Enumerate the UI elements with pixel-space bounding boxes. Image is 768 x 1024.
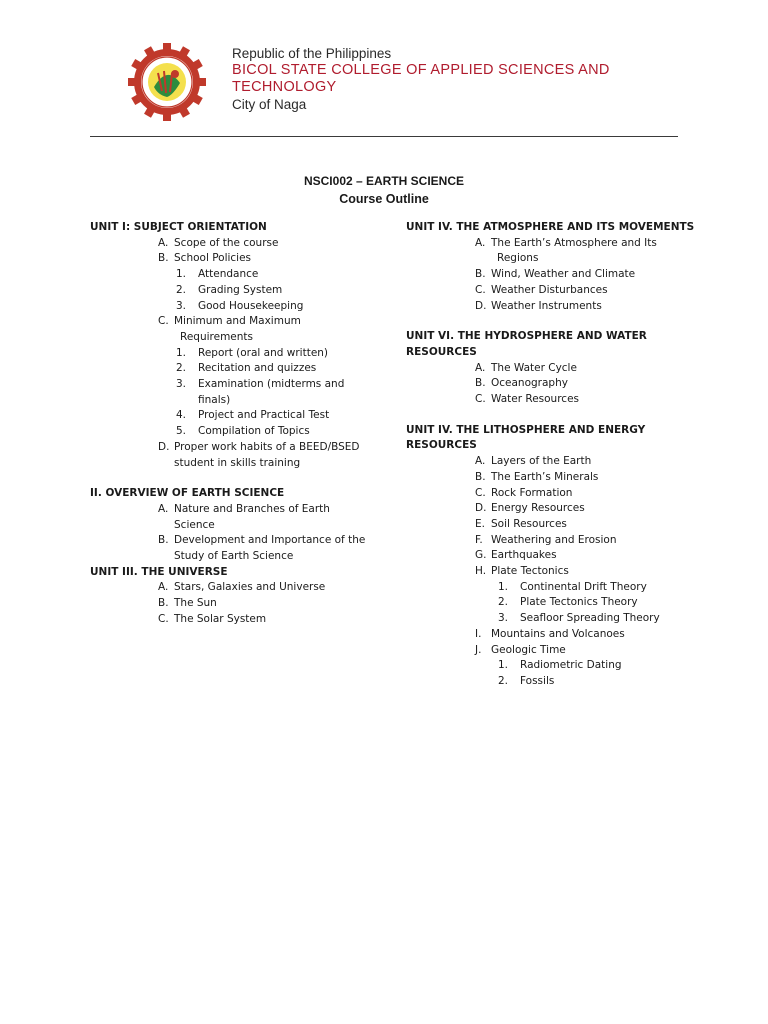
- list-item: [406, 564, 696, 580]
- list-item-text: finals): [198, 393, 231, 406]
- list-item-text: Minimum and Maximum: [174, 315, 301, 328]
- header-divider: [90, 136, 678, 137]
- list-item-text: The Earth’s Minerals: [491, 470, 599, 483]
- list-marker: C.: [475, 393, 486, 406]
- list-item-text: student in skills training: [174, 456, 301, 469]
- college-name: [232, 62, 652, 96]
- list-item-text: Seafloor Spreading Theory: [520, 612, 660, 625]
- list-item-text: Earthquakes: [491, 549, 557, 562]
- list-marker: I.: [475, 627, 482, 640]
- list-item-text: Weathering and Erosion: [491, 533, 617, 546]
- list-marker: 2.: [176, 283, 187, 296]
- list-item: [90, 440, 380, 471]
- list-item-text: Wind, Weather and Climate: [491, 268, 636, 281]
- list-item-text: Study of Earth Science: [174, 550, 294, 563]
- course-outline-subtitle: Course Outline: [339, 192, 429, 206]
- college-name-line1: BICOL STATE COLLEGE OF APPLIED SCIENCES AND: [232, 62, 610, 78]
- list-marker: A.: [475, 455, 486, 468]
- list-item: [90, 580, 380, 596]
- list-item: [90, 612, 380, 628]
- list-marker: A.: [158, 502, 169, 515]
- list-item-text: Continental Drift Theory: [520, 580, 647, 593]
- list-item-text: Regions: [497, 252, 539, 265]
- list-item-text: Science: [174, 518, 215, 531]
- list-item: [90, 533, 380, 564]
- list-marker: C.: [475, 283, 486, 296]
- list-item-text: Good Housekeeping: [198, 299, 304, 312]
- list-item: [90, 408, 380, 424]
- list-marker: 1.: [498, 659, 509, 672]
- list-item-text: Proper work habits of a BEED/BSED: [174, 440, 360, 453]
- list-item: [406, 361, 696, 377]
- list-item-text: The Earth’s Atmosphere and Its: [491, 236, 657, 249]
- list-item: [90, 346, 380, 362]
- list-item: [406, 376, 696, 392]
- list-marker: H.: [475, 565, 487, 578]
- list-item: [90, 424, 380, 440]
- list-item-text: Geologic Time: [491, 643, 566, 656]
- list-item: [406, 580, 696, 596]
- list-item: [90, 314, 380, 345]
- unit-heading: II. OVERVIEW OF EARTH SCIENCE: [90, 487, 285, 500]
- list-marker: B.: [158, 252, 169, 265]
- list-item-text: Compilation of Topics: [198, 425, 310, 438]
- list-item-text: Plate Tectonics: [491, 565, 569, 578]
- list-item-text: Project and Practical Test: [198, 409, 330, 422]
- list-item: [406, 548, 696, 564]
- list-item-text: Mountains and Volcanoes: [491, 627, 625, 640]
- list-marker: B.: [475, 268, 486, 281]
- list-marker: 1.: [176, 268, 187, 281]
- list-item-text: Water Resources: [491, 393, 579, 406]
- list-item: [406, 236, 696, 267]
- list-item: [406, 392, 696, 408]
- list-item-text: Report (oral and written): [198, 346, 329, 359]
- list-item-text: Nature and Branches of Earth: [174, 502, 330, 515]
- list-item: [90, 299, 380, 315]
- list-marker: C.: [158, 315, 169, 328]
- list-item: [406, 470, 696, 486]
- list-item-text: Oceanography: [491, 377, 568, 390]
- list-marker: D.: [475, 502, 487, 515]
- unit-heading: UNIT IV. THE ATMOSPHERE AND ITS MOVEMENTS: [406, 221, 695, 233]
- list-item: [406, 658, 696, 674]
- unit-heading: UNIT IV. THE LITHOSPHERE AND ENERGY RESOURCES: [406, 423, 646, 452]
- list-item: [406, 501, 696, 517]
- list-marker: 1.: [498, 580, 509, 593]
- list-item: [406, 267, 696, 283]
- list-marker: A.: [158, 236, 169, 249]
- list-marker: J.: [475, 643, 482, 656]
- list-item-text: Development and Importance of the: [174, 534, 366, 547]
- list-item: [406, 517, 696, 533]
- college-name-line2: TECHNOLOGY: [232, 79, 337, 95]
- list-item-text: Plate Tectonics Theory: [520, 596, 638, 609]
- list-item: [406, 454, 696, 470]
- list-item: [90, 251, 380, 267]
- list-item-text: Fossils: [520, 674, 555, 687]
- list-item: [406, 643, 696, 659]
- list-item-text: Rock Formation: [491, 486, 573, 499]
- list-marker: G.: [475, 549, 487, 562]
- list-item-text: Soil Resources: [491, 517, 567, 530]
- list-marker: A.: [475, 236, 486, 249]
- list-item: [406, 486, 696, 502]
- letterhead: [128, 40, 688, 120]
- list-item-text: Recitation and quizzes: [198, 362, 317, 375]
- list-marker: B.: [475, 377, 486, 390]
- list-marker: D.: [475, 299, 487, 312]
- list-marker: 3.: [498, 612, 509, 625]
- list-item-text: Energy Resources: [491, 502, 585, 515]
- list-marker: B.: [475, 470, 486, 483]
- list-item: [90, 283, 380, 299]
- outline-left-column: [90, 220, 380, 628]
- outline-right-column: [406, 220, 696, 690]
- list-item: [406, 627, 696, 643]
- list-marker: F.: [475, 533, 483, 546]
- list-item-text: Radiometric Dating: [520, 659, 622, 672]
- list-item-text: Grading System: [198, 283, 283, 296]
- list-marker: 1.: [176, 346, 187, 359]
- list-item-text: Weather Instruments: [491, 299, 602, 312]
- republic-label: Republic of the Philippines: [232, 46, 392, 61]
- list-marker: A.: [158, 581, 169, 594]
- list-item-text: Requirements: [180, 330, 253, 343]
- list-marker: 2.: [176, 362, 187, 375]
- list-item: [90, 361, 380, 377]
- list-item-text: Attendance: [198, 268, 259, 281]
- list-marker: 2.: [498, 596, 509, 609]
- unit-heading: UNIT III. THE UNIVERSE: [90, 565, 228, 578]
- list-item-text: Scope of the course: [174, 236, 279, 249]
- course-code-title: NSCI002 – EARTH SCIENCE: [303, 174, 465, 188]
- unit-heading: UNIT VI. THE HYDROSPHERE AND WATER RESOURCES: [406, 330, 647, 358]
- list-item: [406, 299, 696, 315]
- list-item: [90, 596, 380, 612]
- list-item-text: Stars, Galaxies and Universe: [174, 581, 326, 594]
- list-item-text: The Solar System: [174, 612, 267, 625]
- list-item: [406, 595, 696, 611]
- list-item-text: The Sun: [174, 597, 217, 610]
- list-item: [406, 674, 696, 690]
- list-marker: 3.: [176, 299, 187, 312]
- list-marker: E.: [475, 517, 485, 530]
- list-marker: 3.: [176, 378, 187, 391]
- list-item: [406, 533, 696, 549]
- list-item: [90, 502, 380, 533]
- college-seal-icon: [128, 43, 206, 121]
- list-marker: 2.: [498, 674, 509, 687]
- list-item: [406, 611, 696, 627]
- list-item: [406, 283, 696, 299]
- list-marker: C.: [475, 486, 486, 499]
- list-marker: D.: [158, 440, 170, 453]
- list-item-text: Weather Disturbances: [491, 283, 608, 296]
- list-item: [90, 236, 380, 252]
- list-item-text: Layers of the Earth: [491, 455, 592, 468]
- list-marker: 4.: [176, 409, 187, 422]
- list-marker: A.: [475, 361, 486, 374]
- list-item-text: School Policies: [174, 252, 252, 265]
- list-item-text: The Water Cycle: [491, 361, 577, 374]
- unit-heading: UNIT I: SUBJECT ORIENTATION: [90, 221, 267, 233]
- city-label: City of Naga: [232, 97, 307, 112]
- list-marker: B.: [158, 534, 169, 547]
- list-marker: 5.: [176, 425, 187, 438]
- list-marker: B.: [158, 597, 169, 610]
- list-item-text: Examination (midterms and: [198, 378, 345, 391]
- list-item: [90, 377, 380, 408]
- list-item: [90, 267, 380, 283]
- list-marker: C.: [158, 612, 169, 625]
